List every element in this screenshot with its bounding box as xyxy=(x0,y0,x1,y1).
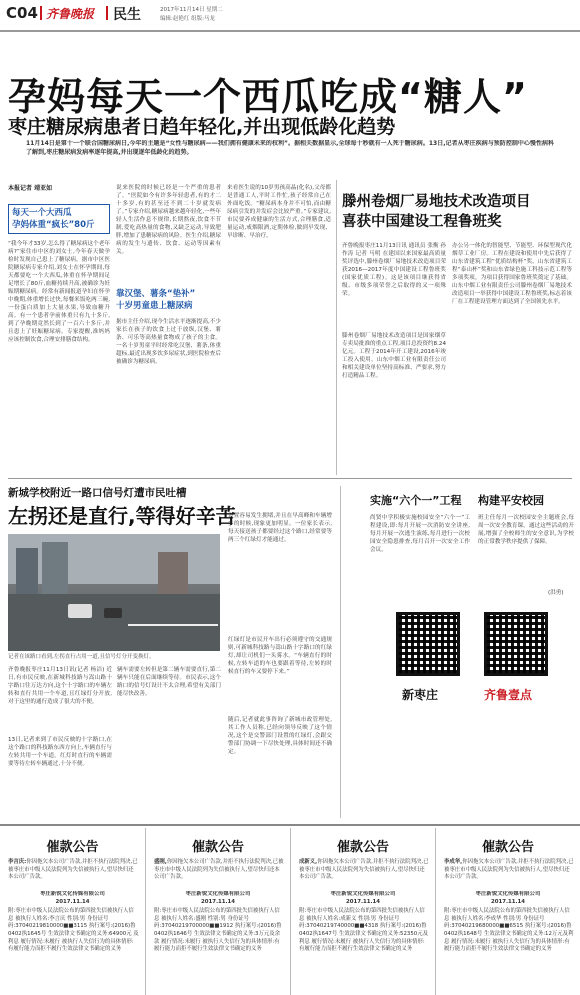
section-divider xyxy=(8,478,572,479)
mid-headline: 左拐还是直行,等得好辛苦 xyxy=(8,504,236,528)
right-mid-headline-1: 实施“六个一”工程 xyxy=(370,494,462,507)
notice-date: 2017.11.14 xyxy=(200,898,236,905)
notice-name: 成新义, xyxy=(299,859,318,865)
mid-body2: 13日,记者来到了市民反映的十字路口,在这个路口的科技路东西方向上,车辆直行与左转共用一个车道。红灯时直行的车辆需要等待左转车辆通过,十分不便。 xyxy=(8,737,112,767)
mid-body6: 随后,记者就此事咨询了新城市政管理处,其工作人员称,已经向领导反映了这个情况,这个是交警部门设置的红绿灯,会跟交警部门协调一下尽快处理,具体时间还不确定。 xyxy=(228,717,332,755)
lead-body-col1: “我今年才33岁,怎么得了糖尿病这个老年病?”家住市中区的刘女士,今年春天做孕检时发现自己患上了糖尿病。据市中区医院糖尿病专家介绍,刘女士在怀孕期间,每天都要吃一个大西瓜,体重在怀孕期间足足增长了80斤,血糖持续升高,被确诊为妊娠期糖尿病。经常有新闻报道孕妇在怀孕中晚期,体重增长过快,每餐米饭吃两三碗,一份蛋白质加上大量水果,导致血糖升高。有一个患者孕前体重只有九十多斤,到了孕晚期竟然长到了一百六十多斤,并且患上了妊娠糖尿病。专家提醒,准妈妈应该控制饮食,合理安排膳食结构。 xyxy=(8,241,110,343)
lead-body-col3: 据市主任介绍,现今生活水平逐渐提高,不少家长在孩子的饮食上过于放纵,汉堡、薯条、可乐等高热量食物成了孩子的主食。一名十岁男童平时经常吃汉堡、薯条,体重超标,最近出现多饮多尿症状,到医院检查后被确诊为糖尿病。 xyxy=(116,319,221,365)
notice-date: 2017.11.14 xyxy=(490,898,526,905)
notice-detail: 附:枣庄市中级人民法院公布的第四批失信被执行人信息 被执行人姓名:李言庆 性别:男 身份证号码:37040219810000■■3115 执行案号:(2016)鲁0402执1645号 生效法律文书确定的义务:64900元 及利息 履行情况:未履行 被执行人失信行为的具体情形:有履行能力而拒不履行生效法律文书确定的义务 xyxy=(8,908,139,953)
notice-column xyxy=(290,828,435,995)
notice-detail: 附:枣庄市中级人民法院公布的第四批失信被执行人信息 被执行人姓名:李成华 性别:男 身份证号码:37040219680000■■6515 执行案号:(2016)鲁0402执1648号 生效法律文书确定的义务:12万元及利息 履行情况:未履行 被执行人失信行为的具体情形:有履行能力而拒不履行生效法律文书确定的义务 xyxy=(444,908,574,953)
mid-body4: 设置容易发生拥堵,并且在早高峰和车辆增多的时候,现象更加明显。一位家长表示,每天接送孩子都要经过这个路口,经常要等两三个红绿灯才能通过。 xyxy=(228,513,332,543)
notice-company: 枣庄新锐文化传媒有限公司 xyxy=(185,891,251,897)
lead-body-col4: 来看医生说的10岁男孩高晶(化名),父母都是普通工人,平时工作忙,孩子经常自己在外面吃饭。“糖尿病本身并不可怕,而由糖尿病引发的并发症会比较严重。”专家建议,市民要养成健康的生活方式,合理膳食,适量运动,戒烟限酒,定期体检,做到早发现、早诊断、早治疗。 xyxy=(227,185,331,239)
notice-name: 盛刚, xyxy=(154,859,167,865)
section-name: 民生 xyxy=(113,7,141,23)
notice-company: 枣庄新锐文化传媒有限公司 xyxy=(40,891,105,897)
notice-column xyxy=(435,828,580,995)
column-divider xyxy=(340,486,341,818)
lead-subhead: 枣庄糖尿病患者日趋年轻化,并出现低龄化趋势 xyxy=(8,116,396,138)
mid-body5: 红绿灯是市民开车出行必须遵守的交通规则,可新城科技路与嵩山路十字路口的红绿灯,却让司机们一头雾水。“车辆直行的时候,左转车道的车也要跟着等待,左转的时候直行的车又要停下来。” xyxy=(228,637,332,675)
notice-name: 李成华, xyxy=(444,859,463,865)
street-photo xyxy=(8,534,220,651)
brand-logo: 齐鲁晚报 xyxy=(46,7,95,21)
notice-title: 催款公告 xyxy=(481,840,534,855)
notice-column xyxy=(145,828,290,995)
notice-date: 2017.11.14 xyxy=(55,898,90,905)
notice-body xyxy=(291,855,435,889)
lead-intro: 11月14日是第十一个联合国糖尿病日,今年的主题是“女性与糖尿病——我们拥有健康未来的权利”。据相关数据显示,全球每十秒就有一人死于糖尿病。13日,记者从枣庄疾病与预防控制中心慢性病科了解到,枣庄糖尿病发病率逐年提高,并出现逐年低龄化的趋势。 xyxy=(26,140,554,156)
right-mid-byline: (洪勇) xyxy=(548,590,564,596)
issue-date: 2017年11月14日 星期二 xyxy=(160,7,223,13)
right-mid-body1: 尚贤中学积极实施校园安全“六个一”工程建设,即:每月开展一次消防安全讲座,每月开展一次逃生演练,每月进行一次校园安全隐患排查,每月召开一次安全工作会议。 xyxy=(370,515,470,553)
side-head-2: 靠汉堡、薯条“垫补” 十岁男童患上糖尿病 xyxy=(116,289,196,311)
right-top-body2: 滕州卷烟厂易地技术改造项目是国家烟草专卖局批准的重点工程,项目总投资约8.24亿元。工程于2014年开工建设,2016年竣工投入使用。山东中烟工业有限责任公司和相关建设单位坚持高标准、严要求,努力打造精品工程。 xyxy=(342,333,446,379)
right-mid-headline-2: 构建平安校园 xyxy=(478,494,544,507)
lead-headline: 孕妈每天一个西瓜吃成“糖人” xyxy=(8,75,528,119)
notice-body xyxy=(146,855,290,889)
notices-divider xyxy=(0,824,580,826)
notice-detail: 附:枣庄市中级人民法院公布的第四批失信被执行人信息 被执行人姓名:盛刚 性别:男 身份证号码:37040219700000■■1912 执行案号:(2016)鲁0402执1646号 生效法律文书确定的义务:3万元及余款 履行情况:未履行 被执行人失信行为的具体情形:有履行能力而拒不履行生效法律文书确定的义务 xyxy=(154,908,282,953)
header-rule xyxy=(106,6,108,20)
notice-company: 枣庄新锐文化传媒有限公司 xyxy=(475,891,541,897)
notice-date: 2017.11.14 xyxy=(345,898,381,905)
notice-column xyxy=(0,828,145,995)
mid-body1: 齐鲁晚报枣庄11月13日讯(记者 杨洁) 近日,有市民反映,在新城科技路与嵩山路十字路口往万达方向,这个十字路口的车辆左转和直行共用一个车道,且红绿灯分开放,对于这里的通行造成了很大的不便。 xyxy=(8,667,112,705)
side-title-box xyxy=(8,204,110,234)
page-header xyxy=(0,0,580,26)
notice-body xyxy=(0,855,145,889)
notice-name: 李言庆: xyxy=(8,859,27,865)
mid-body3: 辆车需要左转但是第二辆车需要直行,第二辆车只能在后面继续等待。市民表示,这个路口的信号灯设计不太合理,希望有关部门能尽快改善。 xyxy=(117,667,221,697)
qr-code-qilu-yidian[interactable] xyxy=(484,612,548,676)
right-top-body1: 齐鲁晚报枣庄11月13日讯 通讯员 张衡 孙作涛 记者 马明 在建国以来国家最高质量奖评选中,滕州卷烟厂易地技术改造项目荣获2016—2017年度中国建设工程鲁班奖(国家优质工程)。这是该项目继获得省级、市级多项荣誉之后取得的又一项殊荣。 xyxy=(342,243,446,297)
qr-label-xinzaozhuang: 新枣庄 xyxy=(402,688,439,702)
qr-label-qilu-yidian: 齐鲁壹点 xyxy=(484,688,533,702)
qr-code-xinzaozhuang[interactable] xyxy=(396,612,460,676)
right-top-headline: 滕州卷烟厂易地技术改造项目 喜获中国建设工程鲁班奖 xyxy=(342,194,531,230)
notice-title: 催款公告 xyxy=(336,840,389,855)
notice-text: 你因拖欠本公司广告款,并拒不执行法院判决,已被枣庄市中级人民法院列为失信被执行人,望尽快归还本公司广告款。 xyxy=(8,859,138,881)
header-divider xyxy=(0,30,580,32)
notice-detail: 附:枣庄市中级人民法院公布的第四批失信被执行人信息 被执行人姓名:成新义 性别:男 身份证号码:37040219740000■■4318 执行案号:(2016)鲁0402执1647号 生效法律文书确定的义务:52350元及利息 履行情况:未履行 被执行人失信行为的具体情形:有履行能力而拒不履行生效法律文书确定的义务 xyxy=(299,908,428,953)
notice-body xyxy=(436,855,580,889)
editors: 编辑:赵艳红 组版:马龙 xyxy=(160,16,215,22)
right-mid-body2: 班主任每月一次校园安全主题班会,每周一次安全教育课。通过这些活动的开展,增强了全校师生的安全意识,为学校的正常教学秩序提供了保障。 xyxy=(478,515,574,545)
notice-title: 催款公告 xyxy=(191,840,244,855)
page-code: C04 xyxy=(6,4,38,22)
notice-company: 枣庄新锐文化传媒有限公司 xyxy=(330,891,396,897)
notice-text: 你因拖欠本公司广告款,并拒不执行法院判决,已被枣庄市中级人民法院列为失信被执行人,望尽快归还本公司广告款。 xyxy=(154,859,284,881)
mid-kicker: 新城学校附近一路口信号灯遭市民吐槽 xyxy=(8,487,187,499)
column-divider xyxy=(336,180,337,475)
notice-text: 你因拖欠本公司广告款,并拒不执行法院判决,已被枣庄市中级人民法院列为失信被执行人,望尽快归还本公司广告款。 xyxy=(444,859,574,881)
lead-body-col2: 说来医院的时候已经是一个严重的患者了。“医院如今有许多年轻患者,有的才二十多岁,有的甚至还不到二十岁就发病了。”专家介绍,糖尿病越来越年轻化,一些年轻人生活作息不规律,长期熬夜,饮食不节制,爱吃高热量的食物,又缺乏运动,导致肥胖,增加了患糖尿病的风险。医生介绍,糖尿病的发生与遗传、饮食、运动等因素有关。 xyxy=(116,185,221,255)
notice-text: 你因拖欠本公司广告款,并拒不执行法院判决,已被枣庄市中级人民法院列为失信被执行人,望尽快归还本公司广告款。 xyxy=(299,859,429,881)
photo-caption: 记者在该路口看到,左拐直行占用一道,且信号灯分开变换灯。 xyxy=(8,654,155,660)
lead-byline: 本报记者 靖亚如 xyxy=(8,185,53,192)
notice-title: 催款公告 xyxy=(46,840,99,855)
header-rule xyxy=(40,6,42,20)
right-top-body3: 办公另一体化的智能型、节能型、环保型现代化烟草工业厂房。工程在建设和使用中先后获得了山东省建筑工程“优质结构杯”奖、山东省建筑工程“泰山杯”奖和山东省绿色施工科技示范工程等多项奖项。为项目获得国家鲁班奖奠定了基础。山东中烟工业有限责任公司滕州卷烟厂易地技术改造项目一举获得中国建设工程鲁班奖,标志着该厂在工程建设管理方面达到了全国领先水平。 xyxy=(452,243,572,305)
side-title: 每天一个大西瓜 孕妈体重“疯长”80斤 xyxy=(12,208,95,230)
